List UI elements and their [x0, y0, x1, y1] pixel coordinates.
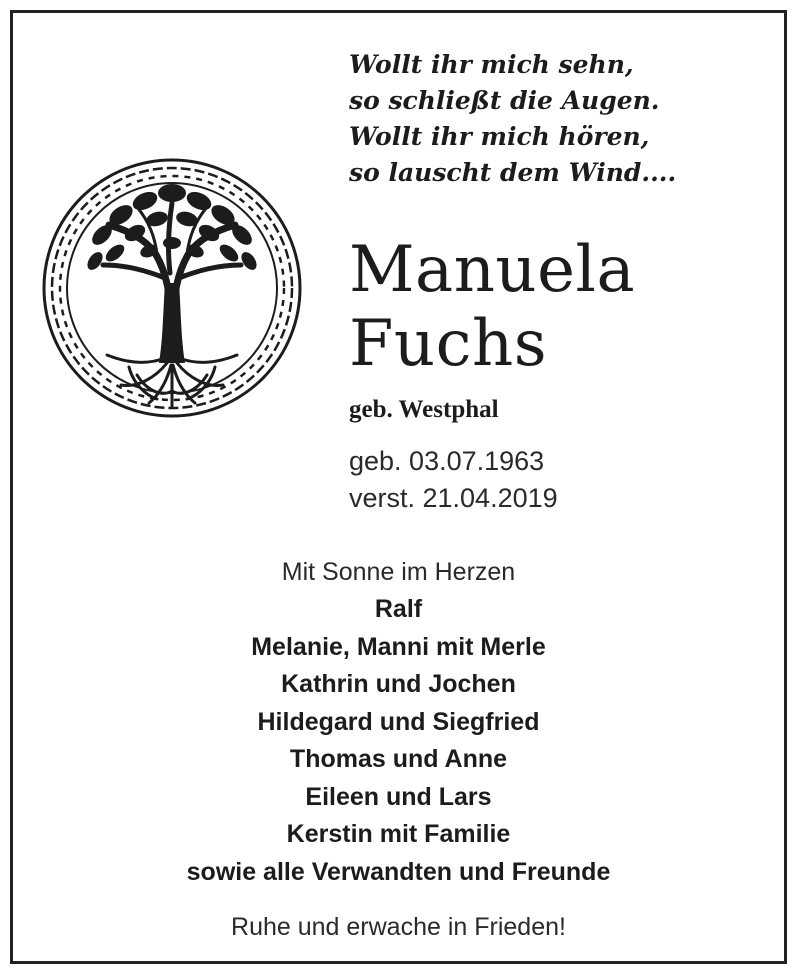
- obituary-frame: [10, 10, 787, 964]
- maiden-name: geb. Westphal: [349, 396, 499, 423]
- poem-line: so lauscht dem Wind....: [349, 158, 677, 187]
- poem-line: Wollt ihr mich sehn,: [349, 50, 634, 79]
- poem: [349, 47, 676, 191]
- tree-of-life-graphic: [37, 153, 307, 423]
- mourner-entry: Melanie, Manni mit Merle: [251, 632, 546, 661]
- death-date: verst. 21.04.2019: [349, 483, 558, 513]
- mourner-entry: Kathrin und Jochen: [281, 670, 516, 698]
- mourner-entry: Thomas und Anne: [289, 745, 508, 773]
- deceased-first-name: Manuela: [349, 233, 636, 307]
- obituary-content: [13, 13, 784, 961]
- mourner-entry: Ralf: [374, 595, 423, 623]
- tree-of-life-icon: [37, 153, 307, 423]
- life-dates: [349, 443, 558, 517]
- mourner-entry: Kerstin mit Familie: [286, 820, 511, 848]
- mourner-entry: Eileen und Lars: [305, 782, 492, 811]
- deceased-last-name: Fuchs: [349, 307, 548, 381]
- mourners-intro: Mit Sonne im Herzen: [281, 558, 516, 586]
- birth-date: geb. 03.07.1963: [349, 446, 545, 476]
- mourner-entry: Hildegard und Siegfried: [257, 707, 540, 736]
- poem-line: Wollt ihr mich hören,: [349, 122, 650, 151]
- closing-line: Ruhe und erwache in Frieden!: [231, 913, 566, 941]
- mourner-entry: sowie alle Verwandten und Freunde: [186, 857, 611, 886]
- poem-line: so schließt die Augen.: [349, 86, 660, 115]
- mourners-list: [13, 553, 784, 891]
- deceased-name: [349, 233, 635, 381]
